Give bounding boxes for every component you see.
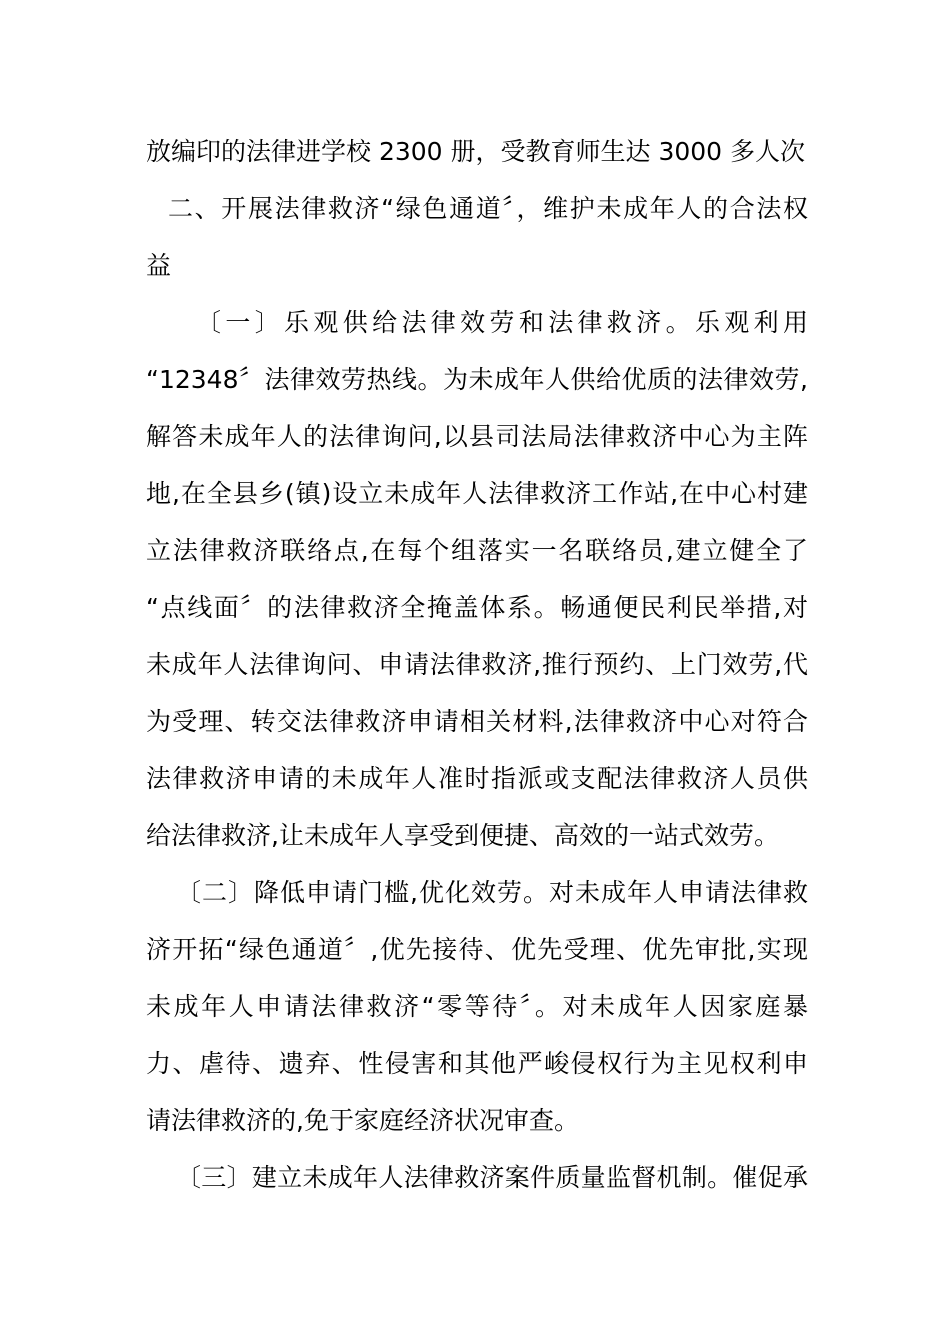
text-line-13: 给法律救济,让未成年人享受到便捷、高效的一站式效劳。 <box>146 821 779 850</box>
text-line-9: “点线面〞的法律救济全掩盖体系。畅通便民利民举措,对 <box>146 593 808 622</box>
text-line-7: 地,在全县乡(镇)设立未成年人法律救济工作站,在中心村建 <box>146 479 808 508</box>
text-line-3: 益 <box>146 251 172 280</box>
text-line-10: 未成年人法律询问、申请法律救济,推行预约、上门效劳,代 <box>146 650 808 679</box>
paragraph-2-start: 〔二〕降低申请门槛,优化效劳。对未成年人申请法律救 <box>176 878 808 907</box>
text-line-5: “12348〞法律效劳热线。为未成年人供给优质的法律效劳, <box>146 365 808 394</box>
text-line-8: 立法律救济联络点,在每个组落实一名联络员,建立健全了 <box>146 536 808 565</box>
text-line-15: 济开拓“绿色通道〞,优先接待、优先受理、优先审批,实现 <box>146 935 808 964</box>
text-line-16: 未成年人申请法律救济“零等待〞。对未成年人因家庭暴 <box>146 992 808 1021</box>
text-line-12: 法律救济申请的未成年人准时指派或支配法律救济人员供 <box>146 764 808 793</box>
text-line-17: 力、虐待、遗弃、性侵害和其他严峻侵权行为主见权利申 <box>146 1049 808 1078</box>
paragraph-3-start: 〔三〕建立未成年人法律救济案件质量监督机制。催促承 <box>176 1163 808 1192</box>
paragraph-1-start: 〔一〕乐观供给法律效劳和法律救济。乐观利用 <box>196 308 808 337</box>
text-line-1: 放编印的法律进学校 2300 册，受教育师生达 3000 多人次 <box>146 137 806 166</box>
text-line-6: 解答未成年人的法律询问,以县司法局法律救济中心为主阵 <box>146 422 808 451</box>
text-line-18: 请法律救济的,免于家庭经济状况审查。 <box>146 1106 579 1135</box>
text-line-11: 为受理、转交法律救济申请相关材料,法律救济中心对符合 <box>146 707 808 736</box>
section-heading-2: 二、开展法律救济“绿色通道〞，维护未成年人的合法权 <box>168 194 808 223</box>
